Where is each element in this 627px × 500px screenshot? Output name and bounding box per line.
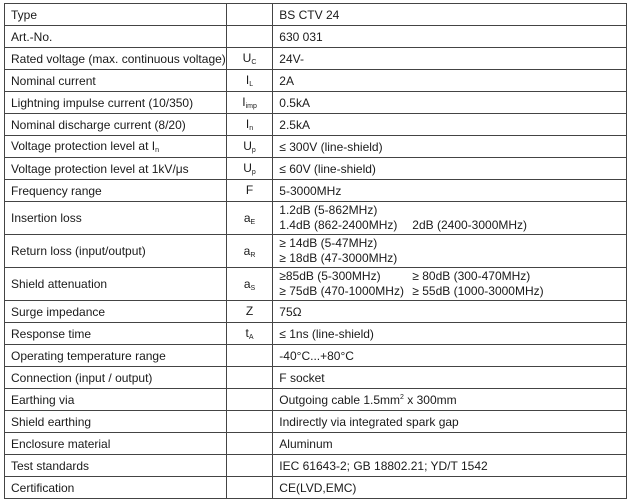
param-label: Earthing via bbox=[11, 392, 75, 407]
param-label: Type bbox=[11, 7, 38, 22]
value-cell bbox=[273, 235, 627, 268]
param-cell bbox=[5, 433, 227, 455]
symbol-cell bbox=[226, 158, 273, 180]
symbol-cell bbox=[226, 268, 273, 301]
table-row bbox=[5, 158, 627, 180]
symbol-cell bbox=[226, 48, 273, 70]
symbol: F bbox=[245, 183, 254, 197]
param-cell bbox=[5, 158, 227, 180]
symbol-subscript: C bbox=[251, 59, 257, 66]
symbol-cell bbox=[226, 301, 273, 323]
param-cell bbox=[5, 180, 227, 202]
param-cell bbox=[5, 4, 227, 26]
value-cell bbox=[273, 202, 627, 235]
value-cell bbox=[273, 158, 627, 180]
value-line bbox=[279, 218, 626, 233]
table-row bbox=[5, 114, 627, 136]
param-cell bbox=[5, 367, 227, 389]
symbol: a bbox=[243, 243, 251, 258]
symbol: U bbox=[242, 51, 252, 65]
value-text: 2dB (2400-3000MHz) bbox=[412, 218, 528, 232]
table-row bbox=[5, 477, 627, 499]
value-superscript: 2 bbox=[400, 393, 404, 401]
value-text: IEC 61643-2; GB 18802.21; YD/T 1542 bbox=[279, 458, 488, 473]
param-label: Enclosure material bbox=[11, 436, 111, 451]
symbol-cell bbox=[226, 114, 273, 136]
value-cell bbox=[273, 70, 627, 92]
symbol-cell bbox=[226, 4, 273, 26]
table-row bbox=[5, 411, 627, 433]
value-text: BS CTV 24 bbox=[279, 7, 340, 22]
symbol-subscript: E bbox=[250, 218, 256, 226]
value-text: ≥ 14dB (5-47MHz) bbox=[279, 236, 378, 250]
value-cell bbox=[273, 268, 627, 301]
symbol: U bbox=[243, 139, 252, 153]
table-row bbox=[5, 4, 627, 26]
param-cell bbox=[5, 70, 227, 92]
table-row bbox=[5, 455, 627, 477]
value-text: ≥ 55dB (1000-3000MHz) bbox=[412, 284, 544, 298]
param-subscript: n bbox=[155, 147, 159, 154]
param-label: Art.-No. bbox=[11, 29, 53, 44]
value-text: ≥ 75dB (470-1000MHz) bbox=[279, 284, 404, 298]
symbol-subscript: S bbox=[250, 284, 256, 292]
value-cell bbox=[273, 433, 627, 455]
value-text: 1.2dB (5-862MHz) bbox=[279, 203, 378, 217]
value-text: 1.4dB (862-2400MHz) bbox=[279, 218, 398, 232]
table-row bbox=[5, 26, 627, 48]
symbol-cell bbox=[226, 455, 273, 477]
table-row bbox=[5, 92, 627, 114]
param-label: Certification bbox=[11, 480, 75, 495]
param-label: Nominal current bbox=[11, 73, 96, 88]
param-label: Response time bbox=[11, 326, 92, 341]
param-cell bbox=[5, 389, 227, 411]
symbol-cell bbox=[226, 477, 273, 499]
symbol-cell bbox=[226, 180, 273, 202]
symbol-cell bbox=[226, 92, 273, 114]
table-row bbox=[5, 301, 627, 323]
param-cell bbox=[5, 26, 227, 48]
param-cell bbox=[5, 323, 227, 345]
symbol-cell bbox=[226, 389, 273, 411]
symbol-cell bbox=[226, 345, 273, 367]
param-label: Voltage protection level at 1kV/μs bbox=[11, 161, 189, 176]
param-label: Shield earthing bbox=[11, 414, 92, 429]
symbol-subscript: L bbox=[249, 81, 254, 88]
value-text: ≥85dB (5-300MHz) bbox=[279, 269, 381, 283]
value-cell bbox=[273, 114, 627, 136]
value-text: 5-3000MHz bbox=[279, 183, 342, 198]
value-cell bbox=[273, 455, 627, 477]
param-cell bbox=[5, 114, 227, 136]
value-line bbox=[279, 236, 626, 251]
value-line bbox=[279, 203, 626, 218]
value-text: ≤ 1ns (line-shield) bbox=[279, 326, 374, 341]
value-cell bbox=[273, 367, 627, 389]
symbol-subscript: n bbox=[249, 125, 254, 132]
symbol-cell bbox=[226, 323, 273, 345]
symbol: I bbox=[245, 117, 250, 131]
table-row bbox=[5, 136, 627, 158]
value-cell bbox=[273, 136, 627, 158]
table-row bbox=[5, 323, 627, 345]
value-text: 2A bbox=[279, 73, 294, 88]
table-row bbox=[5, 235, 627, 268]
param-label: Shield attenuation bbox=[11, 277, 108, 291]
table-row bbox=[5, 345, 627, 367]
value-text: x 300mm bbox=[403, 392, 457, 407]
value-text: F socket bbox=[279, 370, 325, 385]
value-cell bbox=[273, 4, 627, 26]
table-row bbox=[5, 268, 627, 301]
table-row bbox=[5, 389, 627, 411]
table-row bbox=[5, 367, 627, 389]
symbol: a bbox=[243, 210, 251, 225]
param-cell bbox=[5, 48, 227, 70]
param-cell bbox=[5, 301, 227, 323]
table-row bbox=[5, 180, 627, 202]
symbol: Z bbox=[245, 304, 254, 318]
value-cell bbox=[273, 180, 627, 202]
symbol-subscript: A bbox=[248, 334, 254, 341]
symbol-cell bbox=[226, 411, 273, 433]
param-label: Operating temperature range bbox=[11, 348, 166, 363]
param-label: Nominal discharge current (8/20) bbox=[11, 117, 186, 132]
symbol-cell bbox=[226, 367, 273, 389]
value-text: Aluminum bbox=[279, 436, 333, 451]
param-label: Frequency range bbox=[11, 183, 102, 198]
value-text: Indirectly via integrated spark gap bbox=[279, 414, 459, 429]
table-row bbox=[5, 70, 627, 92]
param-label: Return loss (input/output) bbox=[11, 244, 146, 258]
value-text: 0.5kA bbox=[279, 95, 310, 110]
symbol-subscript: imp bbox=[245, 103, 257, 110]
param-cell bbox=[5, 411, 227, 433]
symbol: U bbox=[243, 161, 252, 175]
value-cell bbox=[273, 92, 627, 114]
value-cell bbox=[273, 26, 627, 48]
value-cell bbox=[273, 389, 627, 411]
symbol-cell bbox=[226, 202, 273, 235]
param-cell bbox=[5, 136, 227, 158]
symbol-cell bbox=[226, 136, 273, 158]
param-label: Connection (input / output) bbox=[11, 370, 153, 385]
value-text: ≤ 300V (line-shield) bbox=[279, 139, 383, 154]
value-text: 24V- bbox=[279, 51, 304, 66]
value-text: 75Ω bbox=[279, 304, 302, 319]
param-label: Surge impedance bbox=[11, 304, 106, 319]
value-text: 630 031 bbox=[279, 29, 323, 44]
symbol-cell bbox=[226, 70, 273, 92]
param-label: Test standards bbox=[11, 458, 90, 473]
table-row bbox=[5, 433, 627, 455]
table-row bbox=[5, 202, 627, 235]
param-cell bbox=[5, 345, 227, 367]
spec-table bbox=[4, 3, 627, 499]
value-text: CE(LVD,EMC) bbox=[279, 480, 357, 495]
symbol: I bbox=[242, 95, 246, 109]
param-cell bbox=[5, 202, 227, 235]
symbol: t bbox=[245, 326, 249, 340]
value-line bbox=[279, 269, 626, 284]
param-label: Lightning impulse current (10/350) bbox=[11, 95, 194, 110]
param-cell bbox=[5, 268, 227, 301]
param-cell bbox=[5, 477, 227, 499]
table-row bbox=[5, 48, 627, 70]
symbol: I bbox=[245, 73, 250, 87]
value-cell bbox=[273, 48, 627, 70]
value-line bbox=[279, 284, 626, 299]
param-cell bbox=[5, 92, 227, 114]
symbol-subscript: R bbox=[250, 251, 256, 259]
param-label: Rated voltage (max. continuous voltage) bbox=[11, 51, 226, 66]
symbol: a bbox=[243, 276, 251, 291]
value-line bbox=[279, 251, 626, 266]
symbol-cell bbox=[226, 235, 273, 268]
symbol-subscript: p bbox=[251, 147, 256, 154]
value-text: ≥ 18dB (47-3000MHz) bbox=[279, 251, 398, 265]
param-label: Voltage protection level at I bbox=[11, 139, 156, 153]
value-text: -40°C...+80°C bbox=[279, 348, 354, 363]
value-cell bbox=[273, 345, 627, 367]
value-cell bbox=[273, 477, 627, 499]
value-text: 2.5kA bbox=[279, 117, 310, 132]
value-cell bbox=[273, 411, 627, 433]
value-cell bbox=[273, 323, 627, 345]
value-text: ≥ 80dB (300-470MHz) bbox=[412, 269, 531, 283]
param-cell bbox=[5, 455, 227, 477]
value-cell bbox=[273, 301, 627, 323]
symbol-cell bbox=[226, 433, 273, 455]
value-text: Outgoing cable 1.5mm bbox=[279, 392, 401, 407]
param-cell bbox=[5, 235, 227, 268]
symbol-subscript: p bbox=[251, 169, 256, 176]
symbol-cell bbox=[226, 26, 273, 48]
value-text: ≤ 60V (line-shield) bbox=[279, 161, 376, 176]
param-label: Insertion loss bbox=[11, 211, 82, 225]
